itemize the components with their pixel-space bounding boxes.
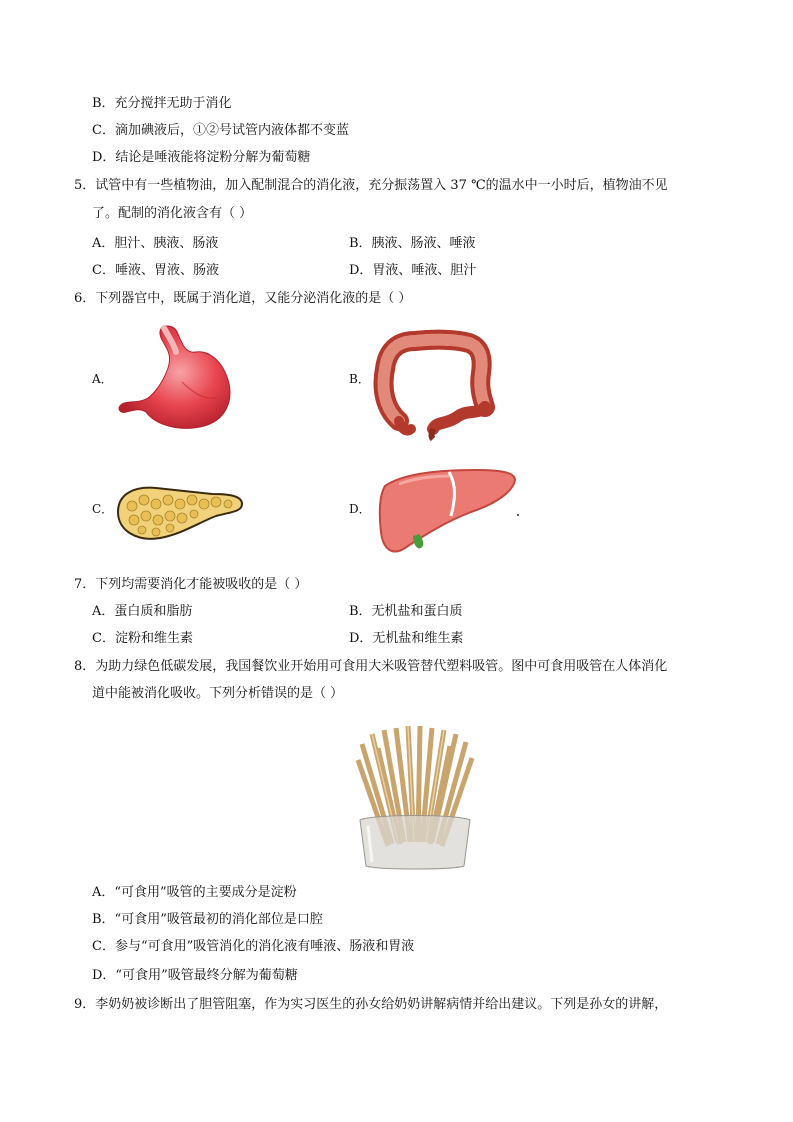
- q6-label-a: A．: [92, 372, 113, 386]
- q9-stem-line1: 9．李奶奶被诊断出了胆管阻塞，作为实习医生的孙女给奶奶讲解病情并给出建议。下列是孙女的讲解，: [74, 997, 668, 1012]
- q5-option-b: B．胰液、肠液、唾液: [349, 236, 476, 251]
- q5-option-a: A．胆汁、胰液、肠液: [92, 236, 219, 251]
- q8-option-c: C．参与“可食用”吸管消化的消化液有唾液、肠液和胃液: [92, 939, 415, 954]
- q5-stem-line1: 5．试管中有一些植物油，加入配制混合的消化液，充分振荡置入 37 ℃的温水中一小时后，植物油不见: [74, 178, 668, 193]
- q7-option-b: B．无机盐和蛋白质: [349, 604, 463, 619]
- stomach-image: [112, 322, 237, 434]
- q8-option-d: D．“可食用”吸管最终分解为葡萄糖: [92, 968, 298, 983]
- q7-option-c: C．淀粉和维生素: [92, 631, 193, 646]
- q4-option-d: D．结论是唾液能将淀粉分解为葡萄糖: [92, 150, 311, 165]
- q8-option-a: A．“可食用”吸管的主要成分是淀粉: [92, 885, 297, 900]
- rice-straws-image: [352, 724, 478, 870]
- q5-option-c: C．唾液、胃液、肠液: [92, 263, 219, 278]
- q7-option-a: A．蛋白质和脂肪: [92, 604, 193, 619]
- q6-label-c: C．: [92, 502, 114, 516]
- q6-label-b: B．: [349, 372, 370, 386]
- q7-option-d: D．无机盐和维生素: [349, 631, 464, 646]
- q6-label-d: D．: [349, 502, 371, 516]
- pancreas-image: [112, 482, 247, 544]
- q6-stem: 6．下列器官中，既属于消化道，又能分泌消化液的是（ ）: [74, 291, 412, 306]
- q4-option-b: B．充分搅拌无助于消化: [92, 96, 232, 111]
- q8-option-b: B．“可食用”吸管最初的消化部位是口腔: [92, 912, 323, 927]
- q7-stem: 7．下列均需要消化才能被吸收的是（ ）: [74, 577, 308, 592]
- q8-stem-line2: 道中能被消化吸收。下列分析错误的是（ ）: [92, 686, 344, 701]
- q4-option-c: C．滴加碘液后，①②号试管内液体都不变蓝: [92, 123, 349, 138]
- q5-option-d: D．胃液、唾液、胆汁: [349, 263, 477, 278]
- liver-image: [375, 466, 525, 556]
- q5-stem-line2: 了。配制的消化液含有（ ）: [92, 206, 253, 221]
- large-intestine-image: [375, 329, 490, 439]
- q8-stem-line1: 8．为助力绿色低碳发展，我国餐饮业开始用可食用大米吸管替代塑料吸管。图中可食用吸管在人体消化: [74, 659, 668, 674]
